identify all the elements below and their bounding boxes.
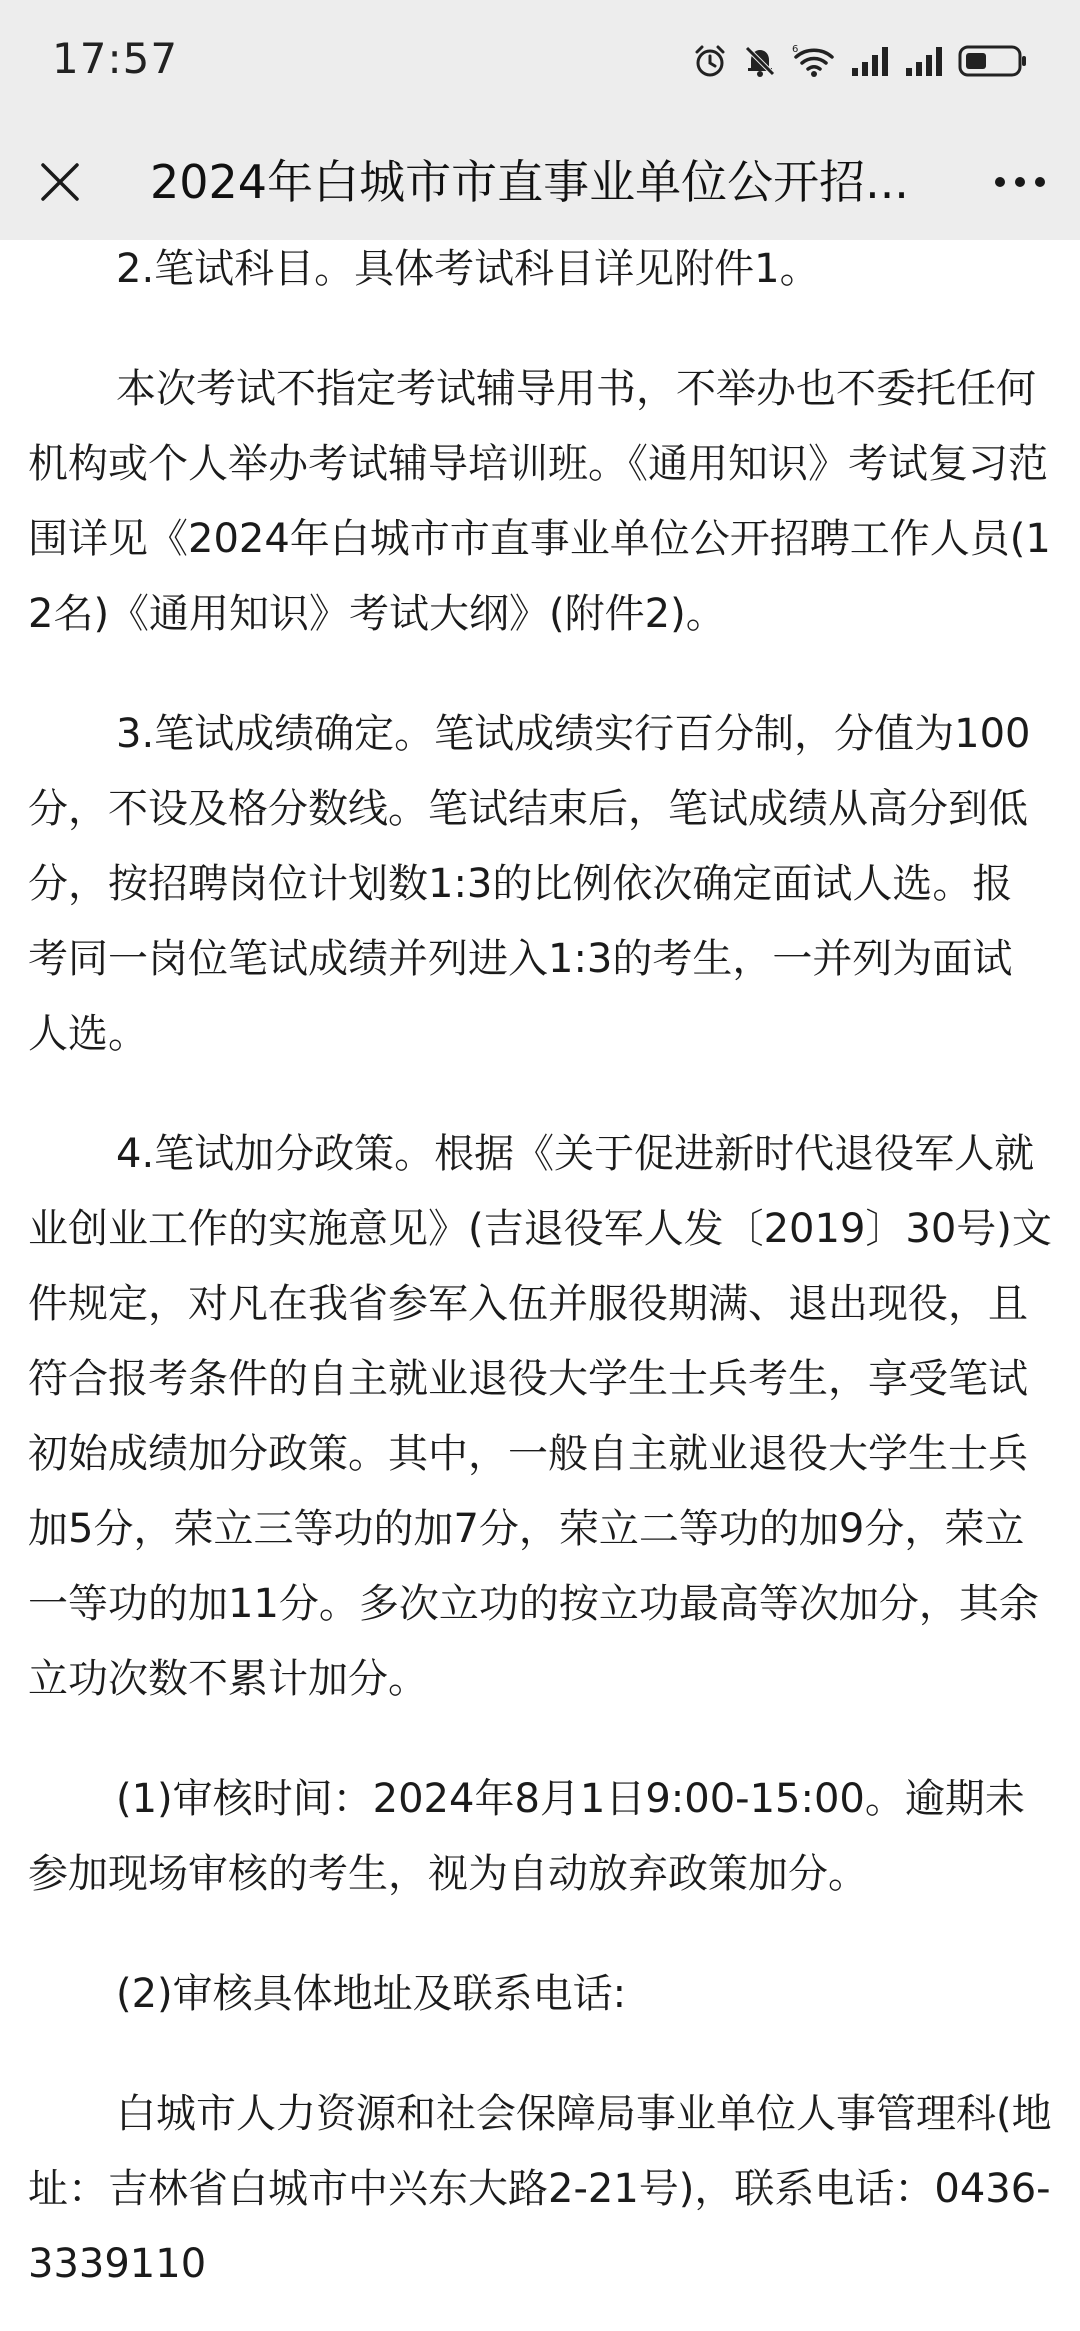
nav-bar — [0, 124, 1080, 240]
article-paragraph: 2.笔试科目。具体考试科目详见附件1。 — [116, 246, 820, 292]
status-icons — [692, 38, 1028, 84]
alarm-icon — [692, 43, 728, 79]
article-paragraph: (2)审核具体地址及联系电话: — [116, 1971, 627, 2017]
signal-icon — [904, 44, 944, 78]
more-icon — [992, 174, 1048, 190]
svg-text:6: 6 — [792, 44, 799, 55]
article-paragraph: 4.笔试加分政策。根据《关于促进新时代退役军人就业创业工作的实施意见》(吉退役军人发〔2019〕30号)文件规定，对凡在我省参军入伍并服役期满、退出现役，且符合报考条件的自主就业退役大学生士兵考生，享受笔试初始成绩加分政策。其中，一般自主就业退役大学生士兵加5分，荣立三等功的加7分，荣立二等功的加9分，荣立一等功的加11分。多次立功的按立功最高等次加分，其余立功次数不累计加分。 — [28, 1131, 1052, 1702]
article-content — [0, 240, 1080, 2331]
status-time: 17:57 — [52, 34, 179, 83]
article-paragraph: 3.笔试成绩确定。笔试成绩实行百分制，分值为100分，不设及格分数线。笔试结束后，笔试成绩从高分到低分，按招聘岗位计划数1:3的比例依次确定面试人选。报考同一岗位笔试成绩并列进入1:3的考生，一并列为面试人选。 — [28, 711, 1031, 1057]
battery-icon — [958, 44, 1028, 78]
article-paragraph: 本次考试不指定考试辅导用书，不举办也不委托任何机构或个人举办考试辅导培训班。《通用知识》考试复习范围详见《2024年白城市市直事业单位公开招聘工作人员(12名)《通用知识》考试大纲》(附件2)。 — [28, 366, 1051, 637]
close-button[interactable] — [28, 150, 92, 214]
article-paragraph: 白城市人力资源和社会保障局事业单位人事管理科(地址：吉林省白城市中兴东大路2-21号)，联系电话：0436-3339110 — [28, 2091, 1052, 2287]
article-paragraph: (1)审核时间：2024年8月1日9:00-15:00。逾期未参加现场审核的考生，视为自动放弃政策加分。 — [28, 1776, 1025, 1897]
mute-icon — [742, 43, 778, 79]
page-title: 2024年白城市市直事业单位公开招... — [150, 155, 909, 209]
wifi-icon — [792, 43, 836, 79]
close-icon — [38, 160, 82, 204]
signal-icon — [850, 44, 890, 78]
more-button[interactable] — [988, 150, 1052, 214]
status-bar — [0, 0, 1080, 124]
